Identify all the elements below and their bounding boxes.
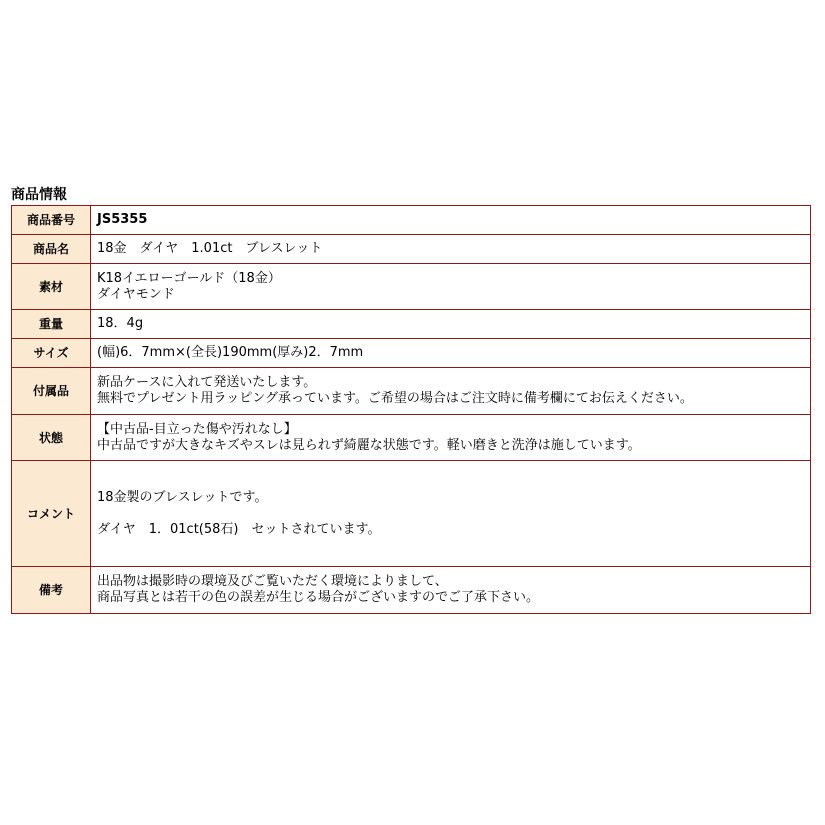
comment-line-1: 18金製のブレスレットです。 xyxy=(97,489,268,505)
condition-line-1: 【中古品-目立った傷や汚れなし】 xyxy=(97,421,297,437)
value-product-name xyxy=(91,235,811,264)
notes-line-1: 出品物は撮影時の環境及びご覧いただく環境によりまして、 xyxy=(97,574,448,589)
comment-spacer xyxy=(97,506,804,522)
label-product-number: 商品番号 xyxy=(12,206,91,235)
label-notes: 備考 xyxy=(12,567,91,614)
row-weight xyxy=(12,310,811,339)
row-condition xyxy=(12,415,811,461)
row-size xyxy=(12,339,811,368)
row-product-name xyxy=(12,235,811,264)
label-product-name: 商品名 xyxy=(12,235,91,264)
size-text: (幅)6．7mm×(全長)190mm(厚み)2．7mm xyxy=(97,345,364,360)
value-accessories xyxy=(91,368,811,415)
condition-line-2: 中古品ですが大きなキズやスレは見られず綺麗な状態です。軽い磨きと洗浄は施しています。 xyxy=(97,437,641,453)
notes-line-2: 商品写真とは若干の色の誤差が生じる場合がございますのでご了承下さい。 xyxy=(97,590,540,605)
product-name-text: 18金 ダイヤ 1.01ct ブレスレット xyxy=(97,241,323,256)
row-comment xyxy=(12,461,811,567)
label-comment: コメント xyxy=(12,461,91,567)
label-weight: 重量 xyxy=(12,310,91,339)
value-condition xyxy=(91,415,811,461)
value-weight xyxy=(91,310,811,339)
value-product-number xyxy=(91,206,811,235)
value-comment xyxy=(91,461,811,567)
product-info-table xyxy=(11,205,811,614)
material-line-2: ダイヤモンド xyxy=(97,286,175,302)
value-size xyxy=(91,339,811,368)
comment-line-2: ダイヤ 1．01ct(58石) セットされています。 xyxy=(97,521,381,537)
row-notes xyxy=(12,567,811,614)
section-title: 商品情報 xyxy=(11,187,67,203)
accessories-line-1: 新品ケースに入れて発送いたします。 xyxy=(97,375,317,390)
label-condition: 状態 xyxy=(12,415,91,461)
row-product-number xyxy=(12,206,811,235)
label-material: 素材 xyxy=(12,264,91,310)
value-notes xyxy=(91,567,811,614)
row-accessories xyxy=(12,368,811,415)
label-accessories: 付属品 xyxy=(12,368,91,415)
label-size: サイズ xyxy=(12,339,91,368)
row-material xyxy=(12,264,811,310)
product-number-text: JS5355 xyxy=(97,212,148,227)
weight-text: 18．4g xyxy=(97,316,144,331)
value-material xyxy=(91,264,811,310)
accessories-line-2: 無料でプレゼント用ラッピング承っています。ご希望の場合はご注文時に備考欄にてお伝えください。 xyxy=(97,391,693,406)
material-line-1: K18イエローゴールド（18金） xyxy=(97,270,281,286)
